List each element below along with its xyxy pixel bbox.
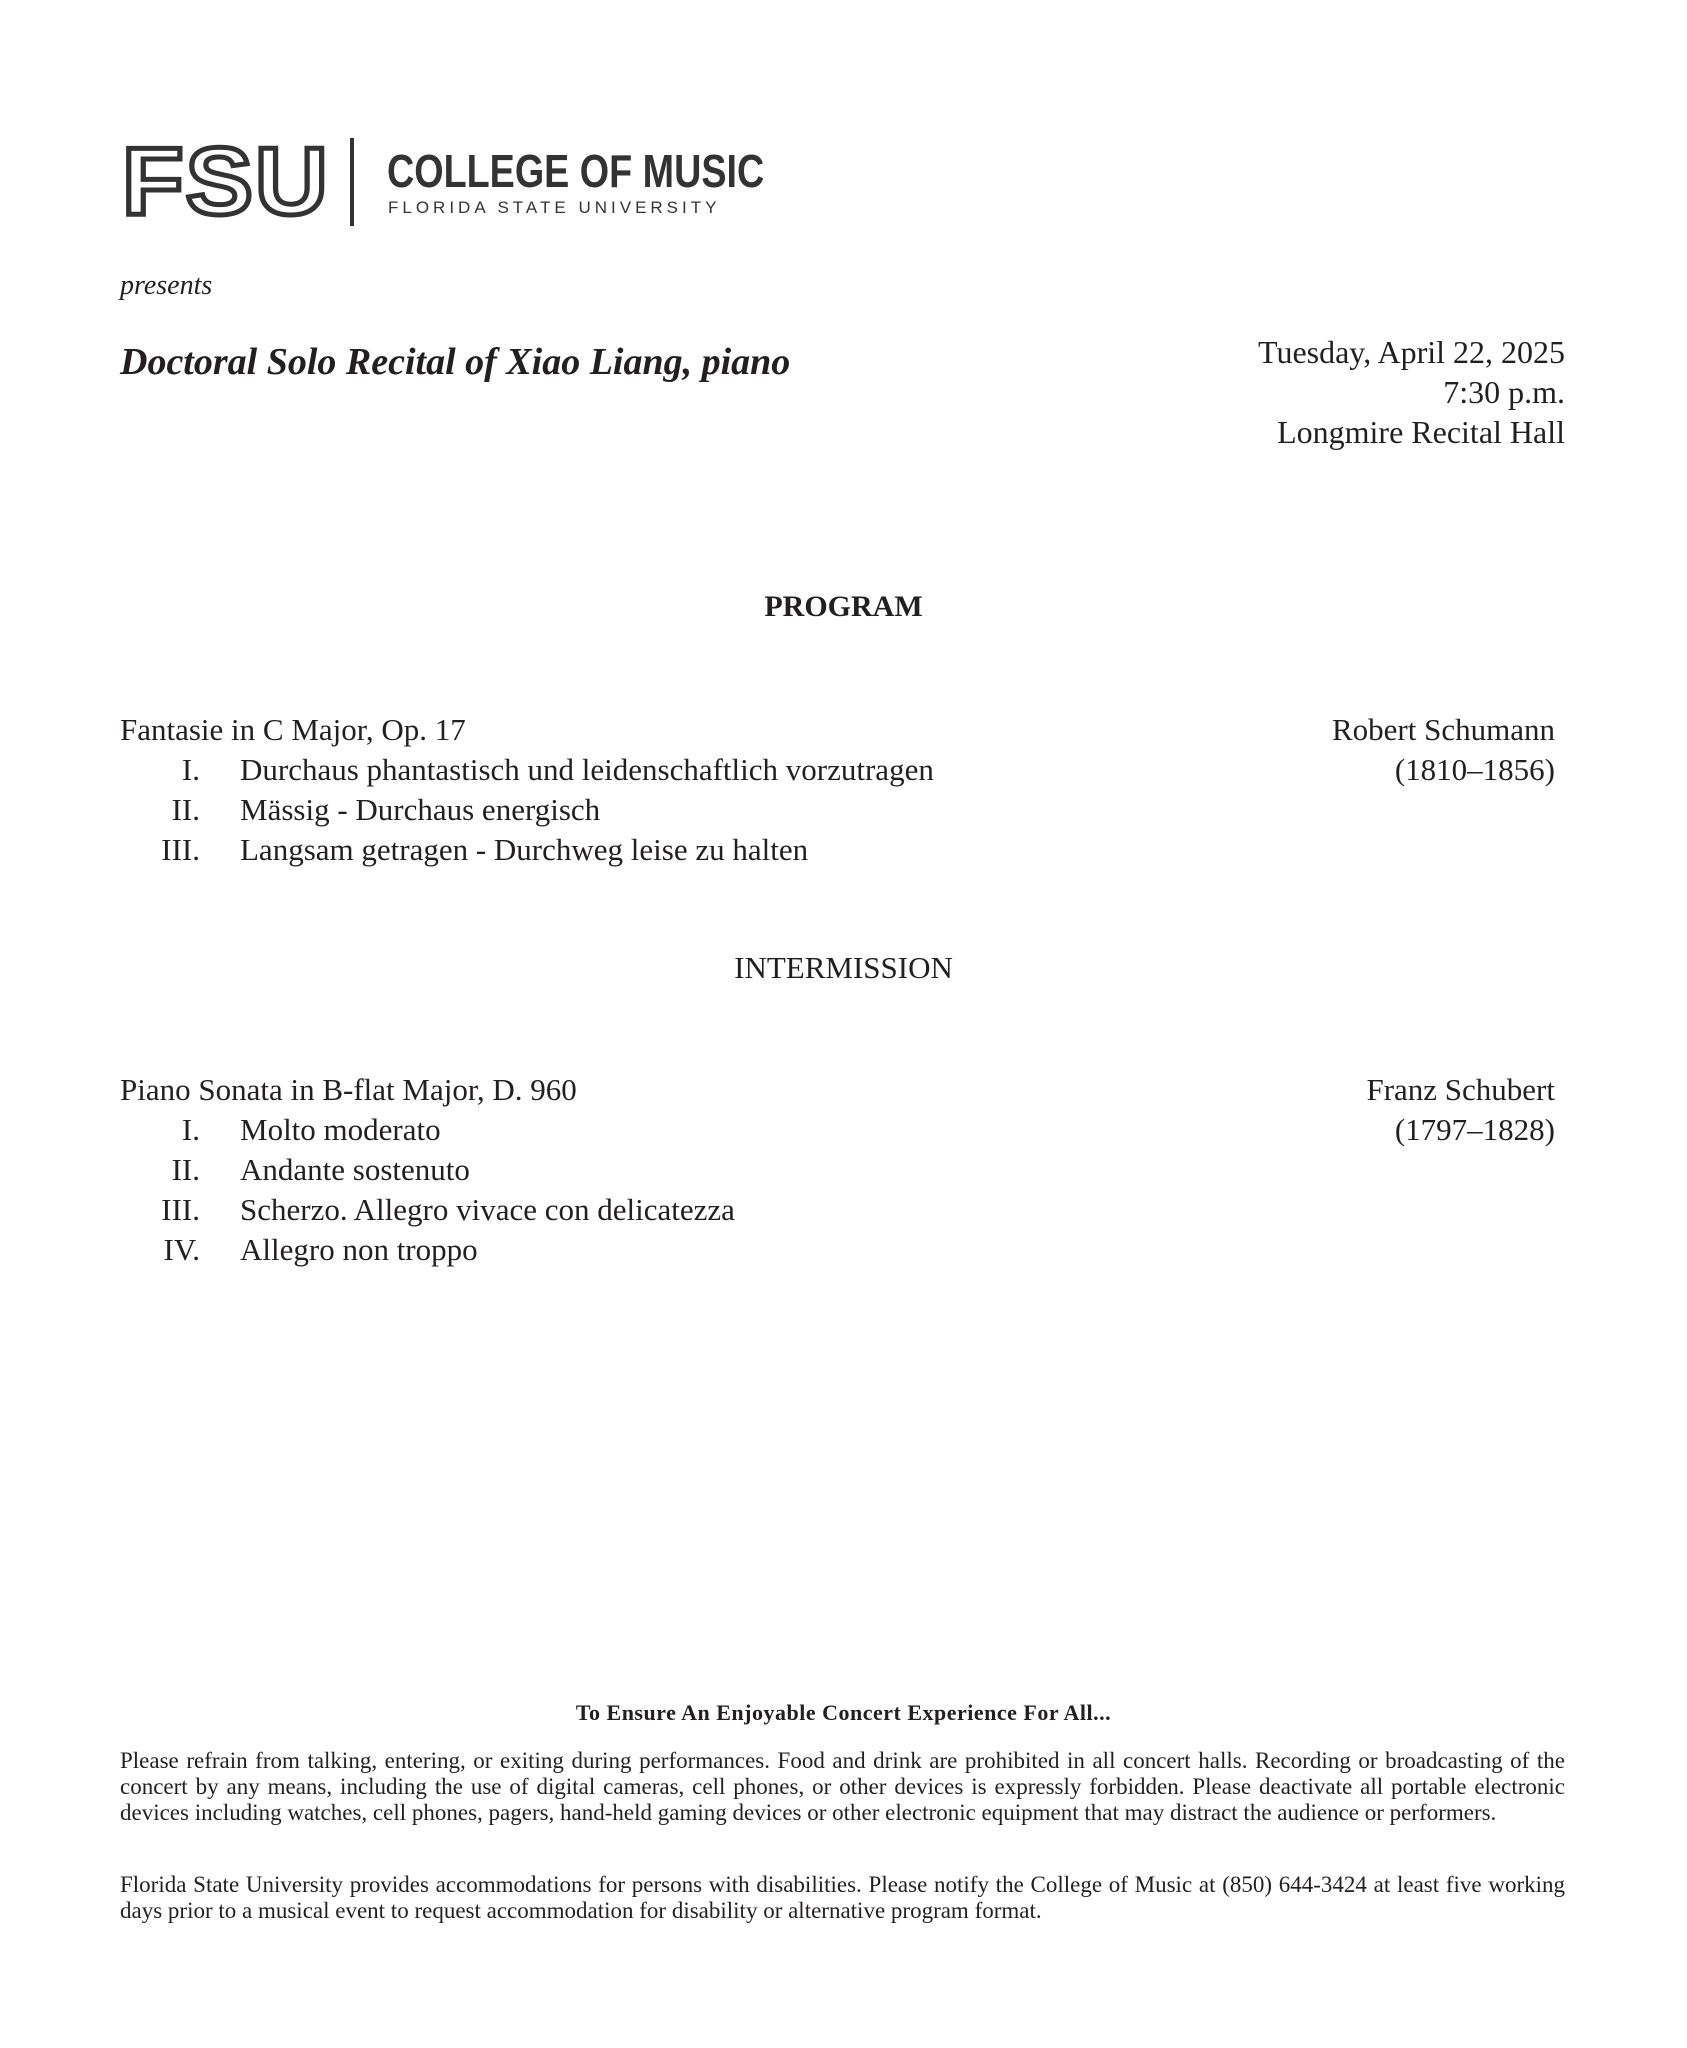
work-title: Fantasie in C Major, Op. 17	[120, 712, 466, 747]
movement-number: III.	[161, 832, 200, 867]
etiquette-heading: To Ensure An Enjoyable Concert Experience For All...	[575, 1700, 1112, 1725]
fsu-logo-mark: FSU	[122, 128, 330, 235]
event-info	[1258, 332, 1565, 452]
movement-name: Langsam getragen - Durchweg leise zu halten	[240, 832, 809, 867]
accessibility-paragraph: Florida State University provides accommodations for persons with disabilities. Please notify the College of Music at (850) 644-3424 at least five working days prior to a musical event to request accommodation for disability or alternative program format.	[120, 1872, 1565, 1923]
program-work	[120, 1070, 1555, 1270]
composer-name: Franz Schubert	[1366, 1072, 1555, 1107]
movement-number: I.	[181, 1112, 200, 1147]
event-time: 7:30 p.m.	[1443, 374, 1565, 410]
program-heading: PROGRAM	[764, 590, 923, 623]
fsu-college-of-music-logo	[122, 128, 772, 235]
composer-name: Robert Schumann	[1332, 712, 1555, 747]
movement-number: II.	[171, 1152, 200, 1187]
event-date: Tuesday, April 22, 2025	[1258, 334, 1565, 370]
movement-number: IV.	[163, 1232, 200, 1267]
movement-name: Mässig - Durchaus energisch	[240, 792, 601, 827]
university-name: FLORIDA STATE UNIVERSITY	[388, 198, 721, 217]
composer-dates: (1797–1828)	[1394, 1112, 1555, 1147]
composer-dates: (1810–1856)	[1394, 752, 1555, 787]
presents-text: presents	[120, 270, 213, 301]
movement-name: Allegro non troppo	[240, 1232, 478, 1267]
recital-title: Doctoral Solo Recital of Xiao Liang, piano	[120, 341, 791, 383]
movement-name: Durchaus phantastisch und leidenschaftlich vorzutragen	[240, 752, 934, 787]
work-title: Piano Sonata in B-flat Major, D. 960	[120, 1072, 577, 1107]
program-work	[120, 710, 1555, 870]
movement-number: II.	[171, 792, 200, 827]
intermission-label: INTERMISSION	[734, 950, 953, 985]
event-venue: Longmire Recital Hall	[1277, 414, 1565, 450]
college-name: COLLEGE OF MUSIC	[387, 145, 765, 197]
logo-divider	[350, 138, 354, 226]
movement-number: I.	[181, 752, 200, 787]
movement-name: Molto moderato	[240, 1112, 441, 1147]
movement-name: Andante sostenuto	[240, 1152, 470, 1187]
movement-name: Scherzo. Allegro vivace con delicatezza	[240, 1192, 735, 1227]
movement-number: III.	[161, 1192, 200, 1227]
etiquette-paragraph: Please refrain from talking, entering, or exiting during performances. Food and drink are prohibited in all concert halls. Recording or broadcasting of the concert by any means, including the use of digital cameras, cell phones, or other devices is expressly forbidden. Please deactivate all portable electronic devices including watches, cell phones, pagers, hand-held gaming devices or other electronic equipment that may distract the audience or performers.	[120, 1748, 1565, 1825]
